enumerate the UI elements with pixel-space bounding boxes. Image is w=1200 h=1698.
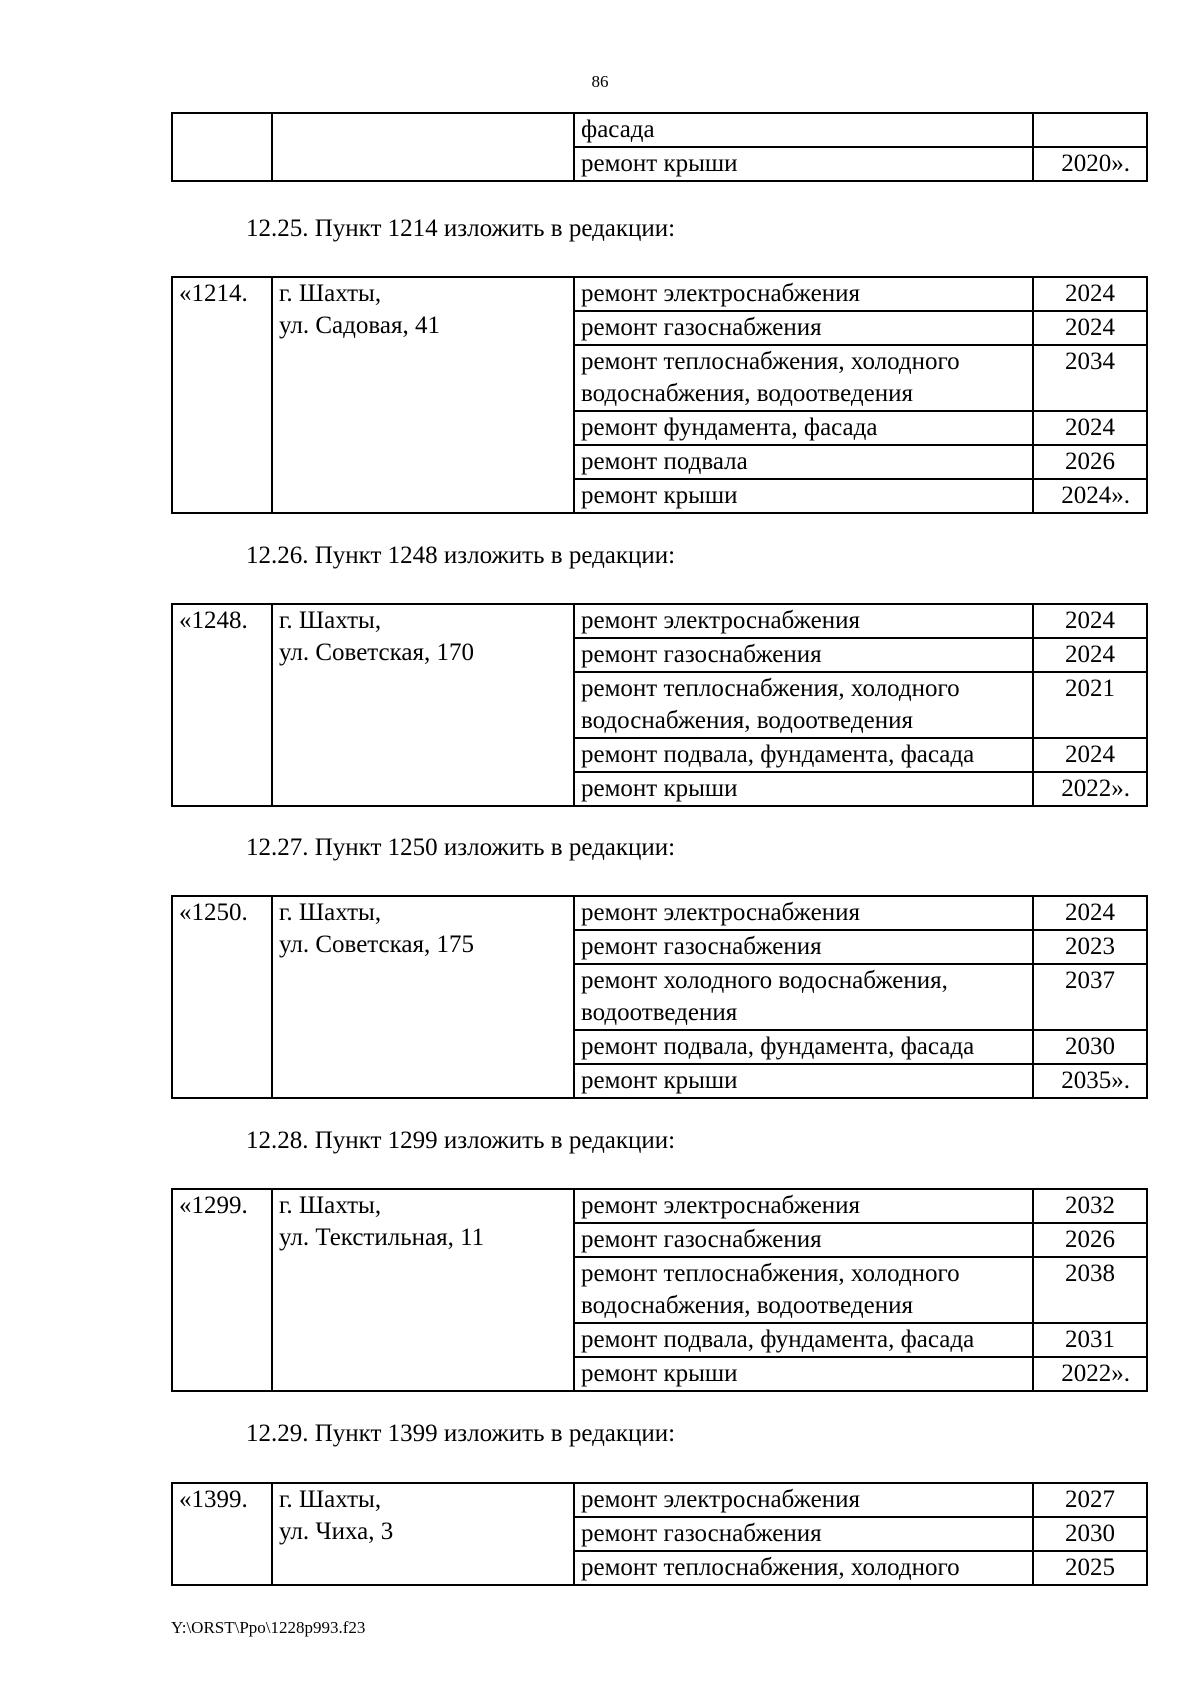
year-cell: 2022». — [1033, 1357, 1147, 1391]
year-cell: 2025 — [1033, 1551, 1147, 1585]
work-cell: ремонт подвала — [574, 445, 1033, 479]
work-cell: ремонт электроснабжения — [574, 277, 1033, 311]
year-cell: 2030 — [1033, 1517, 1147, 1551]
section-heading: 12.27. Пункт 1250 изложить в редакции: — [246, 834, 676, 861]
entry-table — [171, 1188, 1148, 1392]
address-street: ул. Советская, 175 — [279, 931, 474, 958]
work-cell: ремонт подвала, фундамента, фасада — [574, 1030, 1033, 1064]
entry-table — [171, 1482, 1148, 1586]
address-cell — [272, 113, 574, 181]
section-heading: 12.29. Пункт 1399 изложить в редакции: — [246, 1420, 676, 1447]
year-cell: 2034 — [1033, 345, 1147, 411]
year-cell: 2024 — [1033, 738, 1147, 772]
address-cell — [272, 604, 574, 806]
work-cell: ремонт крыши — [574, 772, 1033, 806]
year-cell: 2024 — [1033, 311, 1147, 345]
address-city: г. Шахты, — [279, 1192, 382, 1219]
year-cell: 2024 — [1033, 411, 1147, 445]
address-cell — [272, 1189, 574, 1391]
work-cell: ремонт теплоснабжения, холодного водоснабжения, водоотведения — [574, 1257, 1033, 1323]
year-cell: 2027 — [1033, 1483, 1147, 1517]
continuation-table — [171, 112, 1148, 182]
address-city: г. Шахты, — [279, 899, 382, 926]
year-cell: 2035». — [1033, 1064, 1147, 1098]
table-row — [172, 1189, 1147, 1223]
address-street: ул. Чиха, 3 — [279, 1518, 394, 1545]
work-cell: ремонт крыши — [574, 1064, 1033, 1098]
work-cell: фасада — [574, 113, 1033, 147]
year-cell: 2026 — [1033, 445, 1147, 479]
address-street: ул. Советская, 170 — [279, 639, 474, 666]
address-city: г. Шахты, — [279, 607, 382, 634]
work-cell: ремонт электроснабжения — [574, 604, 1033, 638]
work-cell: ремонт электроснабжения — [574, 1189, 1033, 1223]
year-cell: 2032 — [1033, 1189, 1147, 1223]
work-cell: ремонт крыши — [574, 1357, 1033, 1391]
year-cell: 2021 — [1033, 672, 1147, 738]
work-cell: ремонт холодного водоснабжения, водоотведения — [574, 964, 1033, 1030]
work-cell: ремонт подвала, фундамента, фасада — [574, 1323, 1033, 1357]
table-row — [172, 896, 1147, 930]
page-number: 86 — [591, 72, 609, 91]
year-cell: 2022». — [1033, 772, 1147, 806]
section-heading: 12.28. Пункт 1299 изложить в редакции: — [246, 1127, 676, 1154]
year-cell: 2038 — [1033, 1257, 1147, 1323]
work-cell: ремонт электроснабжения — [574, 896, 1033, 930]
item-number: «1214. — [172, 277, 272, 513]
table-row — [172, 113, 1147, 147]
entry-table — [171, 603, 1148, 807]
year-cell: 2024 — [1033, 604, 1147, 638]
year-cell: 2026 — [1033, 1223, 1147, 1257]
table-row — [172, 604, 1147, 638]
work-cell: ремонт газоснабжения — [574, 930, 1033, 964]
table-row — [172, 277, 1147, 311]
address-cell — [272, 277, 574, 513]
item-number: «1399. — [172, 1483, 272, 1585]
work-cell: ремонт газоснабжения — [574, 1223, 1033, 1257]
work-cell: ремонт крыши — [574, 479, 1033, 513]
file-path-footer: Y:\ORST\Ppo\1228p993.f23 — [171, 1618, 366, 1637]
year-cell: 2037 — [1033, 964, 1147, 1030]
address-street: ул. Садовая, 41 — [279, 312, 440, 339]
year-cell: 2030 — [1033, 1030, 1147, 1064]
work-cell: ремонт газоснабжения — [574, 1517, 1033, 1551]
item-number: «1299. — [172, 1189, 272, 1391]
address-street: ул. Текстильная, 11 — [279, 1224, 485, 1251]
address-cell — [272, 1483, 574, 1585]
year-cell: 2020». — [1033, 147, 1147, 181]
entry-table — [171, 895, 1148, 1099]
number-cell — [172, 113, 272, 181]
address-cell — [272, 896, 574, 1098]
section-heading: 12.26. Пункт 1248 изложить в редакции: — [246, 542, 676, 569]
entry-table — [171, 276, 1148, 514]
work-cell: ремонт фундамента, фасада — [574, 411, 1033, 445]
address-city: г. Шахты, — [279, 1486, 382, 1513]
year-cell: 2023 — [1033, 930, 1147, 964]
year-cell: 2024 — [1033, 277, 1147, 311]
work-cell: ремонт теплоснабжения, холодного водоснабжения, водоотведения — [574, 345, 1033, 411]
work-cell: ремонт теплоснабжения, холодного водоснабжения, водоотведения — [574, 672, 1033, 738]
section-heading: 12.25. Пункт 1214 изложить в редакции: — [246, 215, 676, 242]
work-cell: ремонт подвала, фундамента, фасада — [574, 738, 1033, 772]
item-number: «1250. — [172, 896, 272, 1098]
work-cell: ремонт газоснабжения — [574, 638, 1033, 672]
year-cell: 2031 — [1033, 1323, 1147, 1357]
work-cell: ремонт электроснабжения — [574, 1483, 1033, 1517]
work-cell: ремонт газоснабжения — [574, 311, 1033, 345]
year-cell: 2024». — [1033, 479, 1147, 513]
year-cell: 2024 — [1033, 638, 1147, 672]
work-cell: ремонт крыши — [574, 147, 1033, 181]
table-row — [172, 1483, 1147, 1517]
year-cell: 2024 — [1033, 896, 1147, 930]
work-cell: ремонт теплоснабжения, холодного — [574, 1551, 1033, 1585]
year-cell — [1033, 113, 1147, 147]
item-number: «1248. — [172, 604, 272, 806]
address-city: г. Шахты, — [279, 280, 382, 307]
